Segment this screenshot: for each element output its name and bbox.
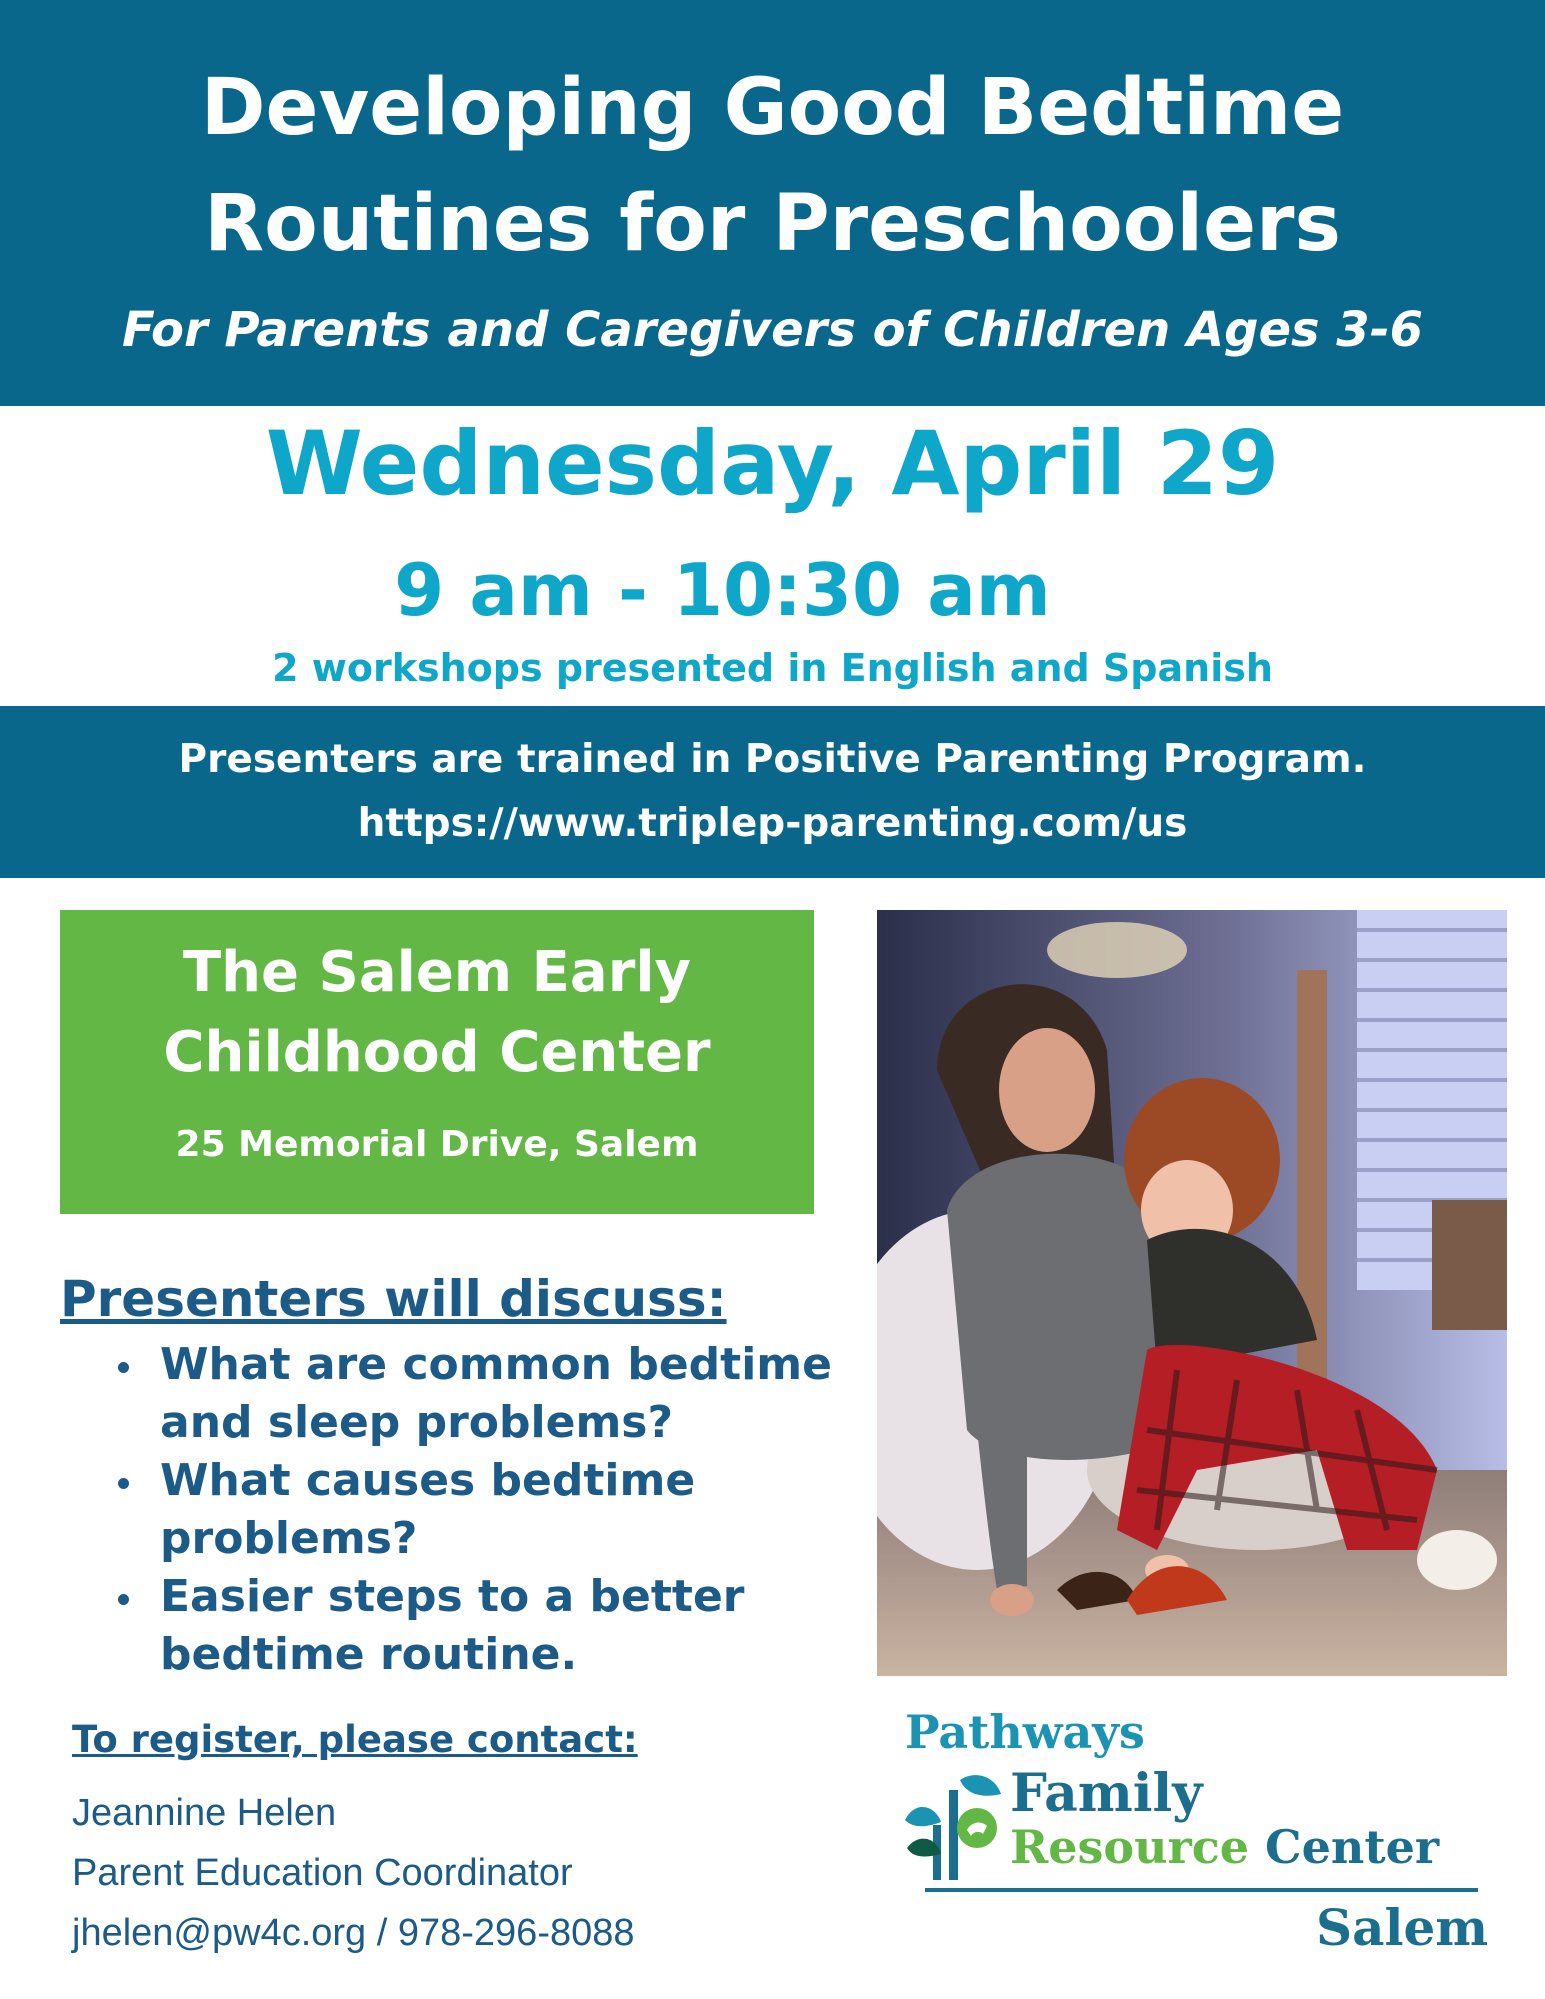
venue-name-line-1: The Salem Early [182,940,692,1005]
list-item-line: What are common bedtime [160,1339,832,1390]
title-line-2: Routines for Preschoolers [204,179,1341,269]
logo-word-pathways: Pathways [905,1705,1145,1759]
venue-name-line-2: Childhood Center [163,1020,711,1085]
discussion-list [110,1336,850,1684]
contact-name: Jeannine Helen [72,1792,337,1834]
list-item-line: and sleep problems? [160,1397,674,1448]
contact-role: Parent Education Coordinator [72,1852,573,1894]
list-item-line: What causes bedtime [160,1455,696,1506]
logo-word-salem: Salem [1316,1898,1489,1957]
logo-word-resource-center: Resource Center [1010,1820,1440,1874]
subtitle: For Parents and Caregivers of Children Ages 3-6 [121,302,1424,358]
register-heading: To register, please contact: [72,1718,638,1761]
presenters-band [0,706,1545,878]
list-item [110,1568,850,1684]
venue-box [60,910,814,1214]
logo-word-family: Family [1010,1763,1203,1824]
list-item-line: problems? [160,1513,418,1564]
list-item [110,1452,850,1568]
discussion-heading: Presenters will discuss: [60,1270,727,1328]
venue-address: 25 Memorial Drive, Salem [175,1124,699,1165]
bullet-icon [118,1594,129,1605]
title-line-1: Developing Good Bedtime [200,63,1345,153]
event-time: 9 am - 10:30 am [394,548,1051,632]
mother-child-photo [877,910,1507,1676]
bullet-icon [118,1478,129,1489]
workshops-note: 2 workshops presented in English and Spanish [272,646,1273,690]
list-item-line: Easier steps to a better [160,1571,745,1622]
bullet-icon [118,1362,129,1373]
logo-icon [905,1770,1005,1880]
page-title [0,50,1545,282]
program-link[interactable]: https://www.triplep-parenting.com/us [357,801,1188,846]
logo-divider [925,1888,1478,1892]
header-band [0,0,1545,406]
event-date: Wednesday, April 29 [265,412,1280,515]
presenters-training: Presenters are trained in Positive Parenting Program. [178,737,1367,782]
contact-email-phone[interactable]: jhelen@pw4c.org / 978-296-8088 [72,1912,635,1954]
list-item-line: bedtime routine. [160,1629,578,1680]
list-item [110,1336,850,1452]
